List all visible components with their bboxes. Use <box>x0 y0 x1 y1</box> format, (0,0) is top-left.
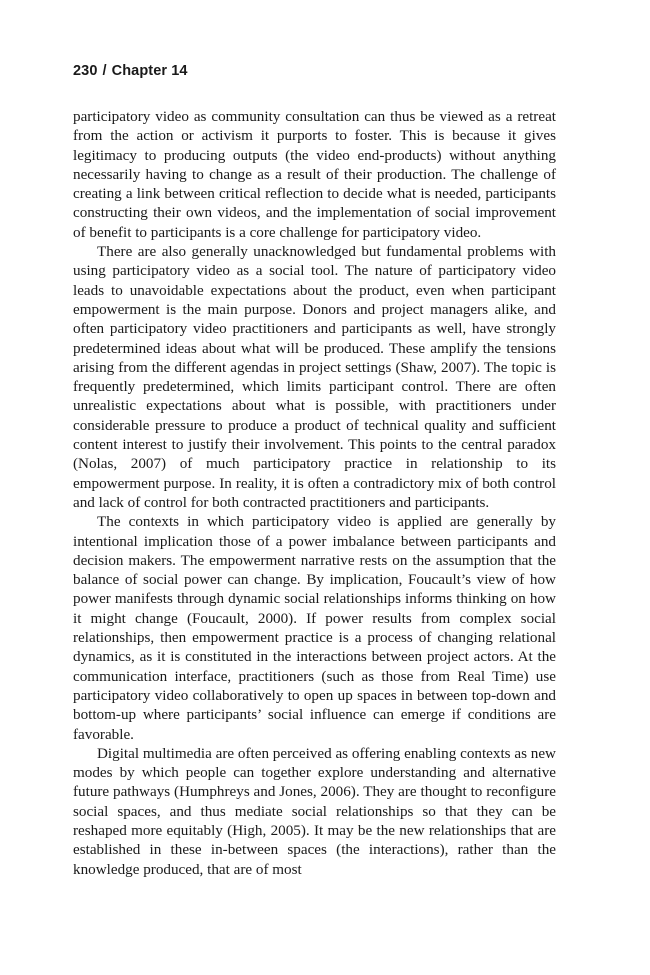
paragraph-power-contexts: The contexts in which participatory video is applied are generally by intentional implication those of a power imbalance between participants and decision makers. The empowerment narrative rests on the assumption that the balance of social power can change. By implication, Foucault’s view of how power manifests through dynamic social relationships informs thinking on how it might change (Foucault, 2000). If power results from complex social relationships, then empowerment practice is a process of changing relational dynamics, as it is constituted in the interactions between project actors. At the communication interface, practitioners (such as those from Real Time) use participatory video collaboratively to open up spaces in between top-down and bottom-up where participants’ social influence can emerge if conditions are favorable. <box>73 513 556 743</box>
paragraph-digital-multimedia: Digital multimedia are often perceived as offering enabling contexts as new modes by which people can together explore understanding and alternative future pathways (Humphreys and Jones, 2006). They are thought to reconfigure social spaces, and thus mediate social relationships so that they can be reshaped more equitably (High, 2005). It may be the new relationships that are established in these in-between spaces (the interactions), rather than the knowledge produced, that are of most <box>73 744 556 878</box>
page-number: 230 <box>73 63 98 79</box>
chapter-title: Chapter 14 <box>111 63 188 79</box>
paragraph-fundamental-problems: There are also generally unacknowledged but fundamental problems with using participatory video as a social tool. The nature of participatory video leads to unavoidable expectations about the product, even when participant empowerment is the main purpose. Donors and project managers alike, and often participatory video practitioners and participants as well, have strongly predetermined ideas about what will be produced. These amplify the tensions arising from the different agendas in project settings (Shaw, 2007). The topic is frequently predetermined, which limits participant control. There are often unrealistic expectations about what is possible, with practitioners under considerable pressure to produce a product of technical quality and sufficient content interest to justify their involvement. This points to the central paradox (Nolas, 2007) of much participatory practice in relationship to its empowerment purpose. In reality, it is often a contradictory mix of both control and lack of control for both contracted practitioners and participants. <box>73 243 556 511</box>
paragraph-continued: participatory video as community consultation can thus be viewed as a retreat from the action or activism it purports to foster. This is because it gives legitimacy to producing outputs (the video end-products) without anything necessarily having to change as a result of their production. The challenge of creating a link between critical reflection to decide what is needed, participants constructing their own videos, and the implementation of social improvement of benefit to participants is a core challenge for participatory video. <box>73 108 556 241</box>
body-text <box>73 107 556 879</box>
running-head <box>73 63 188 79</box>
header-separator: / <box>102 63 107 79</box>
